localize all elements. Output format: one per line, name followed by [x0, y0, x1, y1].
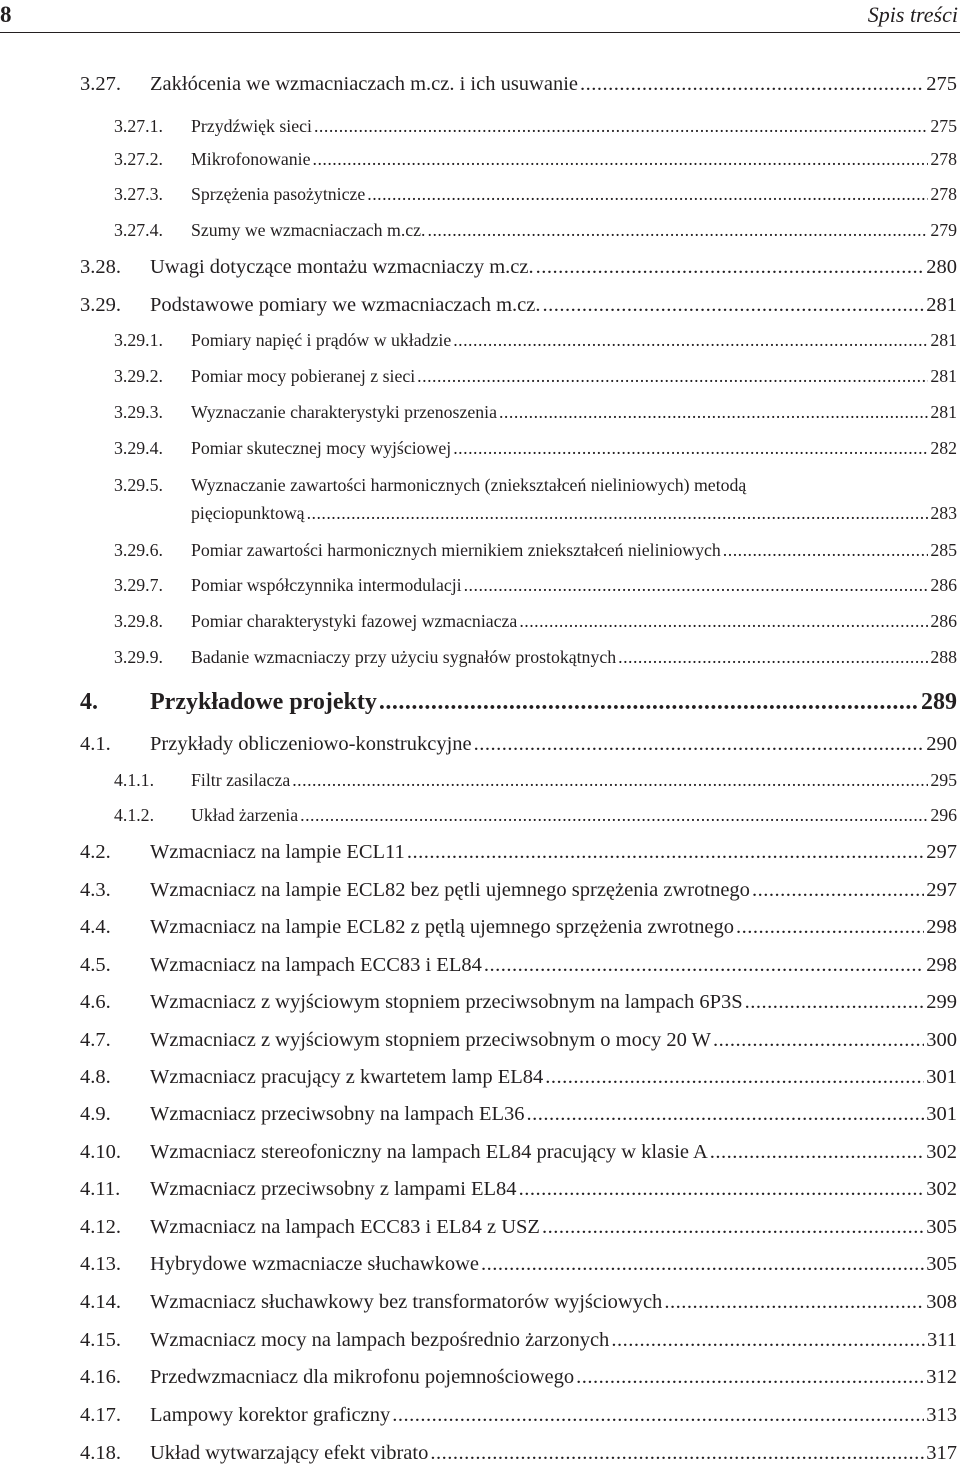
toc-entry-title: Filtr zasilacza — [191, 770, 291, 790]
toc-entry-number: 3.29.8. — [114, 611, 163, 631]
toc-entry-number: 4.18. — [80, 1442, 121, 1464]
dot-leader — [710, 1141, 924, 1164]
toc-entry-line — [150, 1103, 957, 1126]
toc-entry-page: 302 — [926, 1141, 957, 1163]
toc-entry-number: 4.8. — [80, 1066, 111, 1088]
toc-entry-title: Lampowy korektor graficzny — [150, 1404, 391, 1426]
dot-leader — [618, 647, 928, 668]
toc-entry-line — [191, 770, 957, 791]
toc-entry-line — [150, 689, 957, 716]
toc-entry-number: 3.27.3. — [114, 184, 163, 204]
dot-leader — [292, 770, 928, 791]
dot-leader — [481, 1253, 924, 1276]
toc-entry-line — [150, 73, 957, 96]
toc-entry-title: Wzmacniacz z wyjściowym stopniem przeciwsobnym na lampach 6P3S — [150, 991, 743, 1013]
dot-leader — [453, 438, 928, 459]
toc-entry-page: 296 — [930, 805, 957, 825]
toc-entry-page: 286 — [930, 575, 957, 595]
toc-entry-number: 4.16. — [80, 1366, 121, 1388]
toc-entry-title: Przykłady obliczeniowo-konstrukcyjne — [150, 733, 472, 755]
toc-entry-page: 299 — [926, 991, 957, 1013]
dot-leader — [736, 916, 924, 939]
toc-entry-line — [150, 1291, 957, 1314]
toc-entry-page: 285 — [930, 540, 957, 560]
toc-entry-number: 3.29.9. — [114, 647, 163, 667]
toc-entry-number: 4.4. — [80, 916, 111, 938]
running-title: Spis treści — [867, 2, 958, 27]
toc-entry-title: Wzmacniacz na lampach ECC83 i EL84 z USZ — [150, 1216, 540, 1238]
toc-entry-title: Pomiar charakterystyki fazowej wzmacniacza — [191, 611, 518, 631]
dot-leader — [313, 149, 929, 170]
toc-entry-page: 275 — [930, 116, 957, 136]
toc-entry-number: 4.15. — [80, 1329, 121, 1351]
toc-entry-page: 311 — [927, 1329, 957, 1351]
toc-entry-page: 298 — [926, 954, 957, 976]
toc-entry-line — [191, 540, 957, 561]
toc-entry-line — [150, 991, 957, 1014]
dot-leader — [723, 540, 929, 561]
toc-entry-title: Wyznaczanie charakterystyki przenoszenia — [191, 402, 497, 422]
toc-entry-line — [150, 841, 957, 864]
toc-entry-line — [191, 220, 957, 241]
toc-entry-line — [150, 1253, 957, 1276]
toc-entry-number: 4.1.1. — [114, 770, 155, 790]
toc-entry-title: Wzmacniacz na lampie ECL82 bez pętli ujemnego sprzężenia zwrotnego — [150, 879, 750, 901]
toc-entry-page: 281 — [926, 294, 957, 316]
dot-leader — [474, 733, 925, 756]
toc-entry-title: Wzmacniacz na lampie ECL11 — [150, 841, 405, 863]
toc-entry-page: 290 — [926, 733, 957, 755]
toc-entry-title: Wyznaczanie zawartości harmonicznych (zniekształceń nieliniowych) metodą — [191, 475, 747, 495]
toc-entry-number: 3.29. — [80, 294, 121, 316]
toc-entry-number: 3.29.6. — [114, 540, 163, 560]
toc-entry-page: 278 — [930, 184, 957, 204]
toc-entry-number: 3.29.2. — [114, 366, 163, 386]
toc-entry-number: 4.7. — [80, 1029, 111, 1051]
toc-entry-line — [150, 1066, 957, 1089]
toc-entry-number: 4.6. — [80, 991, 111, 1013]
toc-entry-line — [150, 1141, 957, 1164]
toc-entry-page: 286 — [930, 611, 957, 631]
toc-entry-title: Wzmacniacz na lampie ECL82 z pętlą ujemnego sprzężenia zwrotnego — [150, 916, 734, 938]
toc-entry-page: 282 — [930, 438, 957, 458]
toc-entry-title: Sprzężenia pasożytnicze — [191, 184, 366, 204]
toc-entry-number: 4.10. — [80, 1141, 121, 1163]
dot-leader — [527, 1103, 925, 1126]
toc-entry-page: 279 — [930, 220, 957, 240]
dot-leader — [453, 330, 928, 351]
toc-entry-page: 275 — [926, 73, 957, 95]
toc-entry-number: 4.1. — [80, 733, 111, 755]
toc-entry-line — [150, 1404, 957, 1427]
toc-entry-page: 278 — [930, 149, 957, 169]
dot-leader — [536, 256, 925, 279]
toc-entry-page: 302 — [926, 1178, 957, 1200]
toc-entry-page: 317 — [926, 1442, 957, 1464]
toc-entry-line — [191, 611, 957, 632]
toc-entry-title: Pomiar zawartości harmonicznych miernikiem zniekształceń nieliniowych — [191, 540, 721, 560]
toc-entry-line — [150, 954, 957, 977]
toc-entry-title: Wzmacniacz pracujący z kwartetem lamp EL84 — [150, 1066, 544, 1088]
toc-entry-title: Mikrofonowanie — [191, 149, 311, 169]
dot-leader — [392, 1404, 924, 1427]
toc-entry-page: 312 — [926, 1366, 957, 1388]
toc-entry-page: 305 — [926, 1253, 957, 1275]
toc-entry-title: Zakłócenia we wzmacniaczach m.cz. i ich usuwanie — [150, 73, 579, 95]
toc-entry-number: 3.29.4. — [114, 438, 163, 458]
toc-entry-line — [150, 733, 957, 756]
toc-entry-page: 305 — [926, 1216, 957, 1238]
toc-entry-number: 3.29.5. — [114, 475, 163, 495]
toc-entry-title: Wzmacniacz przeciwsobny z lampami EL84 — [150, 1178, 517, 1200]
dot-leader — [417, 366, 928, 387]
toc-entry-page: 301 — [926, 1066, 957, 1088]
toc-entry-number: 3.29.1. — [114, 330, 163, 350]
toc-entry-title: Pomiar współczynnika intermodulacji — [191, 575, 462, 595]
dot-leader — [611, 1329, 925, 1352]
dot-leader — [713, 1029, 924, 1052]
toc-entry-line — [191, 149, 957, 170]
dot-leader — [499, 402, 928, 423]
toc-entry-line — [150, 1329, 957, 1352]
toc-entry-number: 4. — [80, 689, 98, 715]
dot-leader — [576, 1366, 924, 1389]
toc-entry-number: 4.13. — [80, 1253, 121, 1275]
toc-entry-number: 3.27.2. — [114, 149, 163, 169]
toc-entry-title: Szumy we wzmacniaczach m.cz. — [191, 220, 426, 240]
dot-leader — [752, 879, 924, 902]
toc-entry-line — [150, 294, 957, 317]
toc-entry-line — [191, 366, 957, 387]
dot-leader — [542, 294, 924, 317]
toc-entry-number: 3.27.1. — [114, 116, 163, 136]
toc-entry-page: 301 — [926, 1103, 957, 1125]
toc-entry-title: Przydźwięk sieci — [191, 116, 312, 136]
toc-entry-page: 288 — [930, 647, 957, 667]
toc-entry-line — [191, 438, 957, 459]
dot-leader — [519, 1178, 925, 1201]
toc-entry-title: Układ wytwarzający efekt vibrato — [150, 1442, 429, 1464]
dot-leader — [519, 611, 928, 632]
toc-entry-line — [150, 1366, 957, 1389]
toc-entry-title: Pomiar skutecznej mocy wyjściowej — [191, 438, 452, 458]
toc-entry-number: 4.17. — [80, 1404, 121, 1426]
toc-entry-title: Wzmacniacz słuchawkowy bez transformatorów wyjściowych — [150, 1291, 663, 1313]
toc-entry-page: 280 — [926, 256, 957, 278]
toc-entry-title: Przedwzmacniacz dla mikrofonu pojemnościowego — [150, 1366, 575, 1388]
toc-entry-title: Uwagi dotyczące montażu wzmacniaczy m.cz. — [150, 256, 534, 278]
page-number: 8 — [0, 2, 12, 27]
toc-entry-number: 4.2. — [80, 841, 111, 863]
dot-leader — [664, 1291, 924, 1314]
toc-entry-title: Badanie wzmacniaczy przy użyciu sygnałów prostokątnych — [191, 647, 617, 667]
toc-entry-title: Układ żarzenia — [191, 805, 299, 825]
dot-leader — [314, 116, 928, 137]
toc-entry-page: 300 — [926, 1029, 957, 1051]
toc-entry-number: 4.11. — [80, 1178, 121, 1200]
toc-entry-line — [191, 647, 957, 668]
toc-entry-title: Pomiary napięć i prądów w układzie — [191, 330, 452, 350]
toc-entry-title-continuation: pięciopunktową — [191, 503, 305, 523]
toc-entry-line — [150, 1216, 957, 1239]
toc-entry-page: 281 — [930, 366, 957, 386]
toc-entry-title: Wzmacniacz przeciwsobny na lampach EL36 — [150, 1103, 525, 1125]
toc-entry-number: 4.1.2. — [114, 805, 155, 825]
toc-entry-number: 3.28. — [80, 256, 121, 278]
toc-entry-page: 281 — [930, 330, 957, 350]
dot-leader — [464, 575, 929, 596]
dot-leader — [307, 503, 929, 524]
toc-entry-line — [150, 1178, 957, 1201]
dot-leader — [428, 220, 929, 241]
toc-entry-line — [150, 256, 957, 279]
toc-entry-page: 297 — [926, 879, 957, 901]
toc-entry-line — [150, 916, 957, 939]
dot-leader — [542, 1216, 924, 1239]
dot-leader — [545, 1066, 924, 1089]
toc-entry-line — [191, 805, 957, 826]
dot-leader — [300, 805, 928, 826]
toc-entry-number: 3.29.3. — [114, 402, 163, 422]
dot-leader — [745, 991, 925, 1014]
toc-entry-number: 4.12. — [80, 1216, 121, 1238]
dot-leader — [407, 841, 924, 864]
toc-entry-line — [191, 503, 957, 524]
toc-entry-line — [150, 1029, 957, 1052]
toc-entry-number: 4.14. — [80, 1291, 121, 1313]
dot-leader — [580, 73, 924, 96]
toc-entry-line — [191, 575, 957, 596]
toc-entry-line — [191, 184, 957, 205]
toc-entry-title: Wzmacniacz stereofoniczny na lampach EL84 pracujący w klasie A — [150, 1141, 708, 1163]
dot-leader — [484, 954, 924, 977]
toc-entry-page: 283 — [930, 503, 957, 523]
toc-entry-line — [150, 879, 957, 902]
toc-entry-number: 4.3. — [80, 879, 111, 901]
toc-entry-title: Wzmacniacz mocy na lampach bezpośrednio żarzonych — [150, 1329, 610, 1351]
toc-entry-number: 4.5. — [80, 954, 111, 976]
toc-entry-title: Hybrydowe wzmacniacze słuchawkowe — [150, 1253, 480, 1275]
toc-entry-number: 3.27. — [80, 73, 121, 95]
toc-entry-page: 289 — [921, 689, 957, 715]
toc-entry-title: Wzmacniacz na lampach ECC83 i EL84 — [150, 954, 482, 976]
toc-entry-number: 3.27.4. — [114, 220, 163, 240]
dot-leader — [367, 184, 928, 205]
dot-leader — [379, 689, 919, 716]
toc-entry-title: Przykładowe projekty — [150, 689, 377, 715]
toc-entry-line — [191, 330, 957, 351]
toc-entry-line — [191, 402, 957, 423]
toc-entry-page: 297 — [926, 841, 957, 863]
toc-entry-page: 281 — [930, 402, 957, 422]
toc-entry-number: 4.9. — [80, 1103, 111, 1125]
toc-entry-page: 295 — [930, 770, 957, 790]
toc-entry-number: 3.29.7. — [114, 575, 163, 595]
toc-entry-title: Wzmacniacz z wyjściowym stopniem przeciwsobnym o mocy 20 W — [150, 1029, 711, 1051]
toc-entry-title: Pomiar mocy pobieranej z sieci — [191, 366, 416, 386]
toc-entry-page: 298 — [926, 916, 957, 938]
toc-entry-line — [150, 1442, 957, 1465]
toc-entry-page: 313 — [926, 1404, 957, 1426]
toc-entry-title: Podstawowe pomiary we wzmacniaczach m.cz. — [150, 294, 541, 316]
toc-entry-line — [191, 116, 957, 137]
toc-entry-page: 308 — [926, 1291, 957, 1313]
dot-leader — [430, 1442, 924, 1465]
